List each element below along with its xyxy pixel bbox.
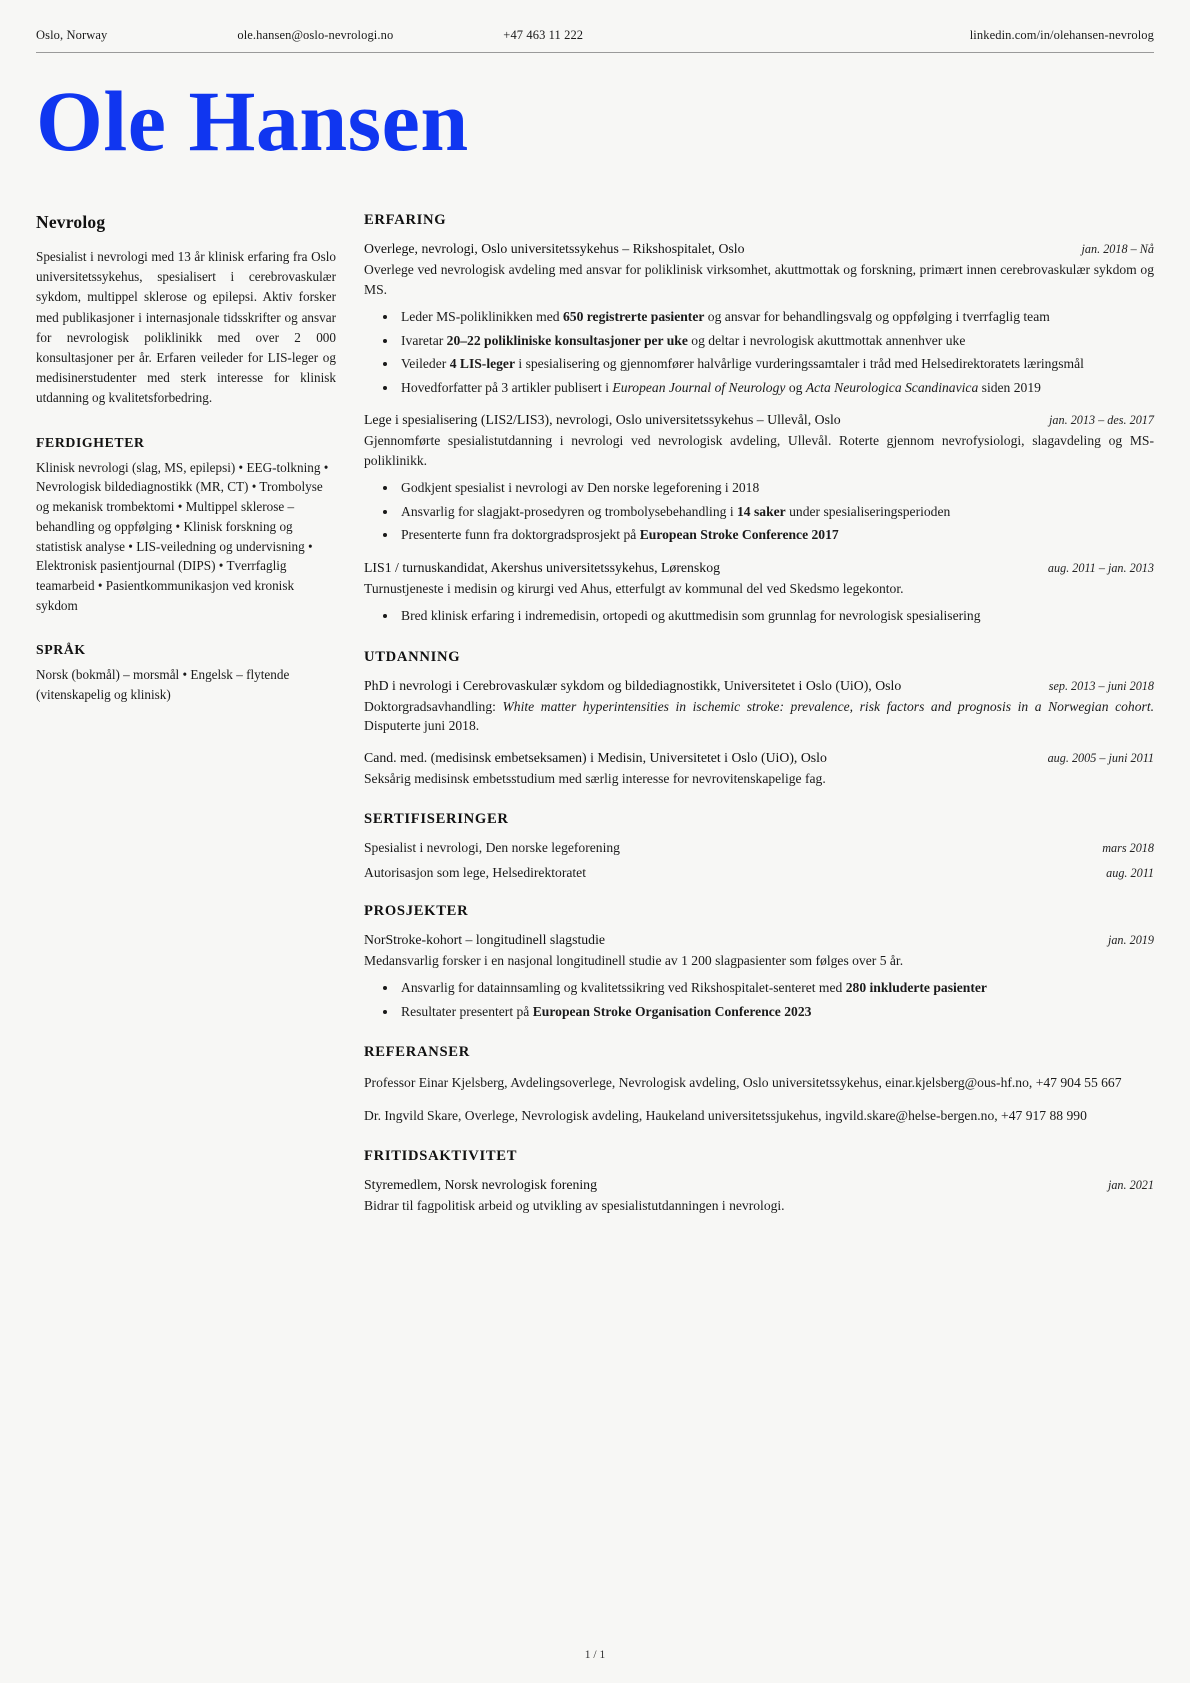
entry-header [364, 560, 1154, 576]
certification-title: Autorisasjon som lege, Helsedirektoratet [364, 864, 586, 880]
references-heading: REFERANSER [364, 1044, 470, 1061]
bullet-item: • Presenterte funn fra doktorgradsprosjekt på European Stroke Conference 2017 [398, 525, 1154, 545]
certification-date: mars 2018 [1102, 840, 1154, 855]
sidebar-column [36, 212, 336, 1238]
entry-description: Gjennomførte spesialistutdanning i nevrologi ved nevrologisk avdeling, Ullevål. Roterte gjennom nevrofysiologi, slagavdeling og MS-poliklinikk. [364, 432, 1154, 468]
leisure-entries [364, 1177, 1154, 1216]
entry-header [364, 750, 1154, 766]
entry [364, 241, 1154, 398]
entry-description: Doktorgradsavhandling: White matter hyperintensities in ischemic stroke: prevalence, risk factors and prognosis in a Norwegian cohort. Disputerte juni 2018. [364, 698, 1154, 734]
certification-row [364, 865, 1154, 881]
bullet-item: • Ivaretar 20–22 polikliniske konsultasjoner per uke og deltar i nevrologisk akuttmottak annenhver uke [398, 331, 1154, 351]
entry-date: aug. 2005 – juni 2011 [1047, 751, 1154, 766]
contact-location: Oslo, Norway [36, 28, 108, 42]
education-heading: UTDANNING [364, 648, 461, 665]
entry-date: jan. 2019 [1107, 932, 1154, 947]
entry-title: NorStroke-kohort – longitudinell slagstudie [364, 931, 606, 947]
section-projects [364, 903, 1154, 1022]
bullet-item: • Godkjent spesialist i nevrologi av Den norske legeforening i 2018 [398, 478, 1154, 498]
entry-title: Cand. med. (medisinsk embetseksamen) i Medisin, Universitetet i Oslo (UiO), Oslo [364, 750, 827, 766]
entry-description: Turnustjeneste i medisin og kirurgi ved Ahus, etterfulgt av kommunal del ved Skedsmo legekontor. [364, 580, 904, 596]
bullet-item: • Hovedforfatter på 3 artikler publisert i European Journal of Neurology og Acta Neurologica Scandinavica siden 2019 [398, 378, 1154, 398]
entry-date: jan. 2013 – des. 2017 [1049, 412, 1154, 427]
entry-title: Overlege, nevrologi, Oslo universitetssykehus – Rikshospitalet, Oslo [364, 241, 745, 256]
experience-entries [364, 241, 1154, 627]
entry-title: PhD i nevrologi i Cerebrovaskulær sykdom og bildediagnostikk, Universitetet i Oslo (UiO), Oslo [364, 677, 902, 693]
skills-heading: FERDIGHETER [36, 434, 145, 450]
bullet-item: • Resultater presentert på European Stroke Organisation Conference 2023 [398, 1002, 1154, 1022]
entry-date: aug. 2011 – jan. 2013 [1047, 560, 1154, 575]
entry-title: Lege i spesialisering (LIS2/LIS3), nevrologi, Oslo universitetssykehus – Ullevål, Oslo [364, 411, 841, 427]
contact-email[interactable]: ole.hansen@oslo-nevrologi.no [237, 28, 394, 42]
entry-title: Styremedlem, Norsk nevrologisk forening [364, 1177, 597, 1193]
entry [364, 560, 1154, 627]
entry-header [364, 1177, 1154, 1193]
entry-description: Overlege ved nevrologisk avdeling med ansvar for poliklinisk virksomhet, akuttmottak og forskning, primært innen cerebrovaskulær sykdom og MS. [364, 262, 1154, 297]
reference-block: Dr. Ingvild Skare, Overlege, Nevrologisk avdeling, Haukeland universitetssjukehus, ingvild.skare@helse-bergen.no, +47 917 88 990 [364, 1107, 1087, 1123]
bullet-item: • Ansvarlig for slagjakt-prosedyren og trombolysebehandling i 14 saker under spesialiseringsperioden [398, 502, 1154, 522]
entry-description: Bidrar til fagpolitisk arbeid og utvikling av spesialistutdanningen i nevrologi. [364, 1198, 785, 1214]
role-title: Nevrolog [36, 212, 106, 232]
contact-linkedin[interactable]: linkedin.com/in/olehansen-nevrolog [969, 28, 1154, 42]
profile-summary: Spesialist i nevrologi med 13 år klinisk erfaring fra Oslo universitetssykehus, spesialisert i cerebrovaskulær sykdom, multippel sklerose og epilepsi. Aktiv forsker med publikasjoner i internasjonale tidsskrifter og ansvar for nevrologisk poliklinikk med over 2 000 konsultasjoner per år. Erfaren veileder for LIS-leger og medisinerstudenter med sterk interesse for klinisk utdanning og kvalitetsforbedring. [36, 249, 336, 406]
section-education [364, 649, 1154, 789]
entry [364, 932, 1154, 1022]
entry-bullets [364, 307, 1154, 398]
contact-phone[interactable]: +47 463 11 222 [503, 28, 584, 42]
section-experience [364, 212, 1154, 627]
entry-header [364, 412, 1154, 428]
certification-rows [364, 840, 1154, 881]
bullet-item: • Leder MS-poliklinikken med 650 registrerte pasienter og ansvar for behandlingsvalg og oppfølging i tverrfaglig team [398, 307, 1154, 327]
main-column [364, 212, 1154, 1238]
certifications-heading: SERTIFISERINGER [364, 810, 509, 827]
entry-date: sep. 2013 – juni 2018 [1048, 678, 1154, 693]
skills-text: Klinisk nevrologi (slag, MS, epilepsi) • EEG-tolkning • Nevrologisk bildediagnostikk (MR, CT) • Trombolyse og mekanisk trombektomi • Multippel sklerose – behandling og oppfølging • Klinisk forskning og statistisk analyse • LIS-veiledning og undervisning • Elektronisk pasientjournal (DIPS) • Tverrfaglig teamarbeid • Pasientkommunikasjon ved kronisk sykdom [36, 459, 329, 614]
entry-bullets [364, 978, 1154, 1022]
entry [364, 412, 1154, 546]
entry-title: LIS1 / turnuskandidat, Akershus universitetssykehus, Lørenskog [364, 559, 720, 575]
resume-body [36, 212, 1154, 1238]
entry-bullets [364, 478, 1154, 545]
entry-date: jan. 2018 – Nå [1081, 242, 1154, 256]
bullet-item: • Bred klinisk erfaring i indremedisin, ortopedi og akuttmedisin som grunnlag for nevrologisk spesialisering [398, 606, 1154, 626]
contact-bar [36, 28, 1154, 53]
projects-heading: PROSJEKTER [364, 902, 469, 919]
page-title: Ole Hansen [36, 73, 469, 169]
languages-heading: SPRÅK [36, 641, 86, 657]
bullet-item: • Veileder 4 LIS-leger i spesialisering og gjennomfører halvårlige vurderingssamtaler i tråd med Helsedirektoratets læringsmål [398, 354, 1154, 374]
entry-header [364, 678, 1154, 694]
entry-header [364, 241, 1154, 257]
section-certifications [364, 811, 1154, 881]
section-leisure [364, 1148, 1154, 1216]
section-references [364, 1044, 1154, 1126]
entry-description: Seksårig medisinsk embetsstudium med særlig interesse for nevrovitenskapelige fag. [364, 771, 826, 787]
entry [364, 1177, 1154, 1216]
entry [364, 678, 1154, 736]
languages-text: Norsk (bokmål) – morsmål • Engelsk – flytende (vitenskapelig og klinisk) [36, 666, 290, 702]
experience-heading: ERFARING [364, 212, 447, 228]
reference-block: Professor Einar Kjelsberg, Avdelingsoverlege, Nevrologisk avdeling, Oslo universitetssykehus, einar.kjelsberg@ous-hf.no, +47 904 55 667 [364, 1075, 1122, 1091]
bullet-item: • Ansvarlig for datainnsamling og kvalitetssikring ved Rikshospitalet-senteret med 280 inkluderte pasienter [398, 978, 1154, 998]
education-entries [364, 678, 1154, 789]
project-entries [364, 932, 1154, 1022]
entry-date: jan. 2021 [1107, 1178, 1154, 1193]
certification-date: aug. 2011 [1106, 865, 1154, 880]
entry [364, 750, 1154, 789]
certification-row [364, 840, 1154, 856]
reference-blocks [364, 1073, 1154, 1126]
entry-description: Medansvarlig forsker i en nasjonal longitudinell studie av 1 200 slagpasienter som følges over 5 år. [364, 952, 904, 968]
leisure-heading: FRITIDSAKTIVITET [364, 1148, 518, 1165]
entry-header [364, 932, 1154, 948]
page-number: 1 / 1 [584, 1649, 606, 1661]
certification-title: Spesialist i nevrologi, Den norske legeforening [364, 839, 620, 855]
entry-bullets [364, 606, 1154, 626]
